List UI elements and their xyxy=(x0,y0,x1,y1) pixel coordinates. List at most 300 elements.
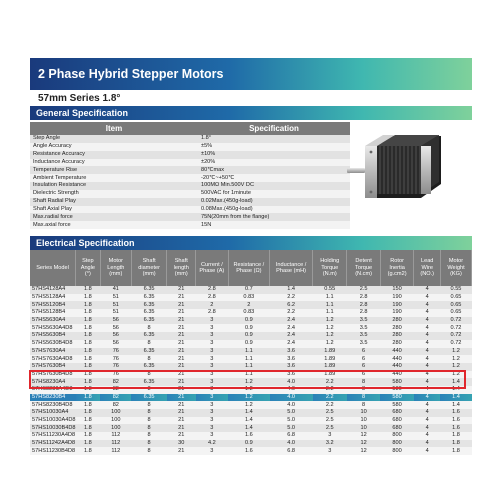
spec-value-cell: 1.8 xyxy=(76,332,101,340)
electrical-spec-head-row xyxy=(30,250,472,286)
general-spec-item: Resistance Accuracy xyxy=(30,151,198,159)
electrical-col-header: Rotor Inertia (g.cm2) xyxy=(380,250,414,286)
spec-value-cell: 0.72 xyxy=(440,340,471,348)
spec-value-cell: 8 xyxy=(131,401,166,409)
spec-value-cell: 100 xyxy=(100,424,131,432)
spec-value-cell: 4 xyxy=(414,401,441,409)
spec-value-cell: 8 xyxy=(131,355,166,363)
spec-value-cell: 440 xyxy=(380,355,414,363)
electrical-spec-header xyxy=(30,236,472,250)
spec-value-cell: 1.2 xyxy=(440,348,471,356)
spec-value-cell: 6.35 xyxy=(131,363,166,371)
spec-value-cell: 3 xyxy=(196,363,228,371)
spec-value-cell: 0.65 xyxy=(440,294,471,302)
spec-value-cell: 2.2 xyxy=(313,378,347,386)
spec-value-cell: 1.8 xyxy=(76,432,101,440)
spec-value-cell: 1.4 xyxy=(228,417,270,425)
general-spec-item: Shaft Radial Play xyxy=(30,198,198,206)
spec-value-cell: 8 xyxy=(131,371,166,379)
electrical-spec-row xyxy=(30,340,472,348)
general-spec-item: Step Angle xyxy=(30,135,198,143)
spec-value-cell: 4 xyxy=(414,301,441,309)
general-spec-row xyxy=(30,159,350,167)
spec-value-cell: 56 xyxy=(100,324,131,332)
spec-value-cell: 21 xyxy=(167,424,196,432)
spec-value-cell: 3.6 xyxy=(270,371,313,379)
electrical-spec-body xyxy=(30,286,472,455)
spec-value-cell: 0.65 xyxy=(440,309,471,317)
spec-value-cell: 21 xyxy=(167,309,196,317)
electrical-spec-row xyxy=(30,432,472,440)
spec-value-cell: 21 xyxy=(167,363,196,371)
model-name-cell: 57HS4128A4 xyxy=(30,286,76,294)
spec-value-cell: 440 xyxy=(380,371,414,379)
spec-value-cell: 3.5 xyxy=(347,340,380,348)
spec-value-cell: 0.72 xyxy=(440,324,471,332)
spec-value-cell: 21 xyxy=(167,417,196,425)
general-spec-item: Max.radial force xyxy=(30,213,198,221)
spec-value-cell: 4 xyxy=(414,409,441,417)
spec-value-cell: 580 xyxy=(380,378,414,386)
spec-value-cell: 0.9 xyxy=(228,317,270,325)
spec-value-cell: 1.2 xyxy=(440,363,471,371)
spec-value-cell: 100 xyxy=(100,417,131,425)
spec-value-cell: 1.1 xyxy=(313,309,347,317)
spec-value-cell: 5.0 xyxy=(270,424,313,432)
spec-value-cell: 1.8 xyxy=(76,378,101,386)
general-spec-item: Max.axial force xyxy=(30,221,198,229)
general-spec-value: 500VAC for 1minute xyxy=(198,190,350,198)
electrical-col-header: Inductance / Phase (mH) xyxy=(270,250,313,286)
spec-value-cell: 112 xyxy=(100,447,131,455)
spec-value-cell: 580 xyxy=(380,386,414,394)
spec-value-cell: 1.8 xyxy=(76,424,101,432)
spec-value-cell: 2.5 xyxy=(313,424,347,432)
spec-value-cell: 280 xyxy=(380,332,414,340)
spec-value-cell: 2.4 xyxy=(270,340,313,348)
general-spec-item: Temperature Rise xyxy=(30,166,198,174)
spec-value-cell: 4.0 xyxy=(270,440,313,448)
spec-value-cell: 1.8 xyxy=(76,386,101,394)
electrical-spec-title: Electrical Specification xyxy=(36,238,135,248)
general-spec-row xyxy=(30,174,350,182)
spec-value-cell: 3 xyxy=(196,386,228,394)
spec-value-cell: 280 xyxy=(380,340,414,348)
spec-value-cell: 21 xyxy=(167,355,196,363)
spec-value-cell: 2.2 xyxy=(270,309,313,317)
model-name-cell: 57HS8230B4 xyxy=(30,394,76,402)
electrical-col-header: Detent Torque (N.cm) xyxy=(347,250,380,286)
spec-value-cell: 3.5 xyxy=(347,324,380,332)
electrical-col-header: Resistance / Phase (Ω) xyxy=(228,250,270,286)
spec-value-cell: 3 xyxy=(313,447,347,455)
spec-value-cell: 4.0 xyxy=(270,386,313,394)
spec-value-cell: 1.6 xyxy=(440,424,471,432)
spec-value-cell: 21 xyxy=(167,409,196,417)
spec-value-cell: 112 xyxy=(100,432,131,440)
spec-value-cell: 680 xyxy=(380,417,414,425)
spec-value-cell: 8 xyxy=(347,386,380,394)
spec-value-cell: 1.89 xyxy=(313,348,347,356)
general-spec-item: Ambient Temperature xyxy=(30,174,198,182)
spec-value-cell: 2.4 xyxy=(270,324,313,332)
model-name-cell: 57HS7630B4 xyxy=(30,363,76,371)
electrical-spec-row xyxy=(30,378,472,386)
spec-value-cell: 4 xyxy=(414,332,441,340)
spec-value-cell: 440 xyxy=(380,348,414,356)
spec-value-cell: 8 xyxy=(131,447,166,455)
general-spec-item: Inductance Accuracy xyxy=(30,159,198,167)
spec-value-cell: 8 xyxy=(347,394,380,402)
spec-value-cell: 21 xyxy=(167,332,196,340)
spec-value-cell: 4 xyxy=(414,417,441,425)
spec-value-cell: 4 xyxy=(414,386,441,394)
page-title: 2 Phase Hybrid Stepper Motors xyxy=(38,67,224,81)
spec-value-cell: 2 xyxy=(228,301,270,309)
spec-value-cell: 56 xyxy=(100,332,131,340)
spec-value-cell: 3 xyxy=(196,324,228,332)
spec-value-cell: 800 xyxy=(380,440,414,448)
spec-value-cell: 3 xyxy=(313,432,347,440)
general-col-spec: Specification xyxy=(198,122,350,135)
spec-value-cell: 10 xyxy=(347,417,380,425)
spec-value-cell: 1.1 xyxy=(313,294,347,302)
spec-value-cell: 0.83 xyxy=(228,309,270,317)
spec-value-cell: 1.4 xyxy=(228,424,270,432)
electrical-spec-row xyxy=(30,332,472,340)
spec-value-cell: 1.6 xyxy=(228,447,270,455)
electrical-spec-row xyxy=(30,363,472,371)
spec-value-cell: 3 xyxy=(196,348,228,356)
spec-value-cell: 82 xyxy=(100,378,131,386)
spec-value-cell: 1.89 xyxy=(313,355,347,363)
spec-value-cell: 190 xyxy=(380,294,414,302)
spec-value-cell: 6.35 xyxy=(131,309,166,317)
spec-value-cell: 76 xyxy=(100,363,131,371)
spec-value-cell: 1.8 xyxy=(76,301,101,309)
spec-value-cell: 280 xyxy=(380,324,414,332)
spec-value-cell: 21 xyxy=(167,340,196,348)
spec-value-cell: 76 xyxy=(100,355,131,363)
spec-value-cell: 51 xyxy=(100,294,131,302)
spec-value-cell: 1.8 xyxy=(76,340,101,348)
spec-value-cell: 82 xyxy=(100,394,131,402)
spec-value-cell: 1.8 xyxy=(76,317,101,325)
spec-value-cell: 1.6 xyxy=(440,417,471,425)
stepper-motor-icon xyxy=(343,126,453,216)
spec-value-cell: 3 xyxy=(196,432,228,440)
general-spec-row xyxy=(30,213,350,221)
electrical-col-header: Current / Phase (A) xyxy=(196,250,228,286)
spec-value-cell: 4 xyxy=(414,378,441,386)
spec-value-cell: 21 xyxy=(167,301,196,309)
spec-value-cell: 1.4 xyxy=(270,286,313,294)
spec-value-cell: 6.35 xyxy=(131,332,166,340)
spec-value-cell: 6.35 xyxy=(131,348,166,356)
spec-value-cell: 1.8 xyxy=(440,447,471,455)
electrical-spec-row xyxy=(30,348,472,356)
general-spec-row xyxy=(30,198,350,206)
model-name-cell: 57HS5120B4 xyxy=(30,301,76,309)
spec-value-cell: 2.2 xyxy=(313,386,347,394)
spec-value-cell: 4 xyxy=(414,294,441,302)
spec-value-cell: 21 xyxy=(167,348,196,356)
spec-value-cell: 100 xyxy=(100,409,131,417)
spec-value-cell: 6 xyxy=(347,355,380,363)
spec-value-cell: 1.89 xyxy=(313,371,347,379)
spec-value-cell: 800 xyxy=(380,447,414,455)
spec-value-cell: 4 xyxy=(414,355,441,363)
spec-value-cell: 21 xyxy=(167,371,196,379)
spec-value-cell: 1.8 xyxy=(440,432,471,440)
spec-value-cell: 21 xyxy=(167,378,196,386)
spec-value-cell: 3.6 xyxy=(270,348,313,356)
spec-value-cell: 6.35 xyxy=(131,301,166,309)
spec-value-cell: 1.1 xyxy=(228,348,270,356)
spec-value-cell: 3 xyxy=(196,317,228,325)
spec-value-cell: 1.8 xyxy=(76,440,101,448)
spec-value-cell: 21 xyxy=(167,324,196,332)
spec-value-cell: 6.35 xyxy=(131,294,166,302)
model-name-cell: 57HS8230A4D8 xyxy=(30,386,76,394)
spec-value-cell: 1.8 xyxy=(76,348,101,356)
spec-value-cell: 1.2 xyxy=(228,378,270,386)
spec-value-cell: 1.8 xyxy=(76,355,101,363)
spec-value-cell: 4 xyxy=(414,309,441,317)
spec-value-cell: 4 xyxy=(414,286,441,294)
spec-value-cell: 1.8 xyxy=(76,309,101,317)
spec-value-cell: 580 xyxy=(380,401,414,409)
spec-value-cell: 82 xyxy=(100,386,131,394)
spec-value-cell: 8 xyxy=(131,440,166,448)
spec-value-cell: 30 xyxy=(167,440,196,448)
spec-value-cell: 21 xyxy=(167,447,196,455)
general-spec-value: -20℃~+50℃ xyxy=(198,174,350,182)
electrical-spec-row xyxy=(30,317,472,325)
spec-value-cell: 6.35 xyxy=(131,394,166,402)
spec-value-cell: 4 xyxy=(414,317,441,325)
spec-value-cell: 5.0 xyxy=(270,417,313,425)
spec-value-cell: 2.5 xyxy=(313,417,347,425)
spec-value-cell: 21 xyxy=(167,401,196,409)
general-spec-value: 0.08Max.(450g-load) xyxy=(198,206,350,214)
spec-value-cell: 1.1 xyxy=(313,301,347,309)
model-name-cell: 57HS11230B4D8 xyxy=(32,447,76,454)
spec-value-cell: 1.2 xyxy=(313,324,347,332)
electrical-col-header: Step Angle (°) xyxy=(76,250,101,286)
model-name-cell: 57HS10030B4D8 xyxy=(32,424,76,431)
general-spec-header xyxy=(30,106,472,120)
spec-value-cell: 3 xyxy=(196,394,228,402)
electrical-spec-row xyxy=(30,324,472,332)
spec-value-cell: 1.8 xyxy=(76,363,101,371)
spec-value-cell: 76 xyxy=(100,371,131,379)
spec-value-cell: 0.72 xyxy=(440,317,471,325)
general-spec-head-row xyxy=(30,122,350,135)
spec-value-cell: 8 xyxy=(347,378,380,386)
spec-value-cell: 2.2 xyxy=(313,401,347,409)
model-name-cell: 57HS5630B4D8 xyxy=(30,340,76,348)
spec-value-cell: 0.65 xyxy=(440,301,471,309)
general-spec-value: 75N(20mm from the flange) xyxy=(198,213,350,221)
spec-value-cell: 3 xyxy=(196,371,228,379)
spec-value-cell: 21 xyxy=(167,386,196,394)
electrical-spec-row xyxy=(30,447,472,455)
spec-value-cell: 8 xyxy=(131,432,166,440)
electrical-spec-row xyxy=(30,440,472,448)
model-name-cell: 57HS10030A4 xyxy=(30,409,76,417)
spec-value-cell: 112 xyxy=(100,440,131,448)
spec-value-cell: 1.8 xyxy=(76,324,101,332)
general-spec-value: 1.8° xyxy=(198,135,350,143)
general-spec-value: 15N xyxy=(198,221,350,229)
page-title-banner xyxy=(30,58,472,90)
spec-value-cell: 6.35 xyxy=(131,286,166,294)
spec-value-cell: 21 xyxy=(167,432,196,440)
spec-value-cell: 51 xyxy=(100,301,131,309)
spec-value-cell: 6 xyxy=(347,371,380,379)
spec-value-cell: 1.8 xyxy=(440,440,471,448)
spec-value-cell: 3 xyxy=(196,401,228,409)
general-spec-body xyxy=(30,135,350,229)
spec-value-cell: 8 xyxy=(131,324,166,332)
spec-value-cell: 1.2 xyxy=(313,340,347,348)
spec-value-cell: 4 xyxy=(414,324,441,332)
spec-value-cell: 3.5 xyxy=(347,317,380,325)
spec-value-cell: 4 xyxy=(414,424,441,432)
model-name-cell: 57HS7630A4 xyxy=(30,348,76,356)
spec-value-cell: 4 xyxy=(414,440,441,448)
spec-value-cell: 1.4 xyxy=(440,378,471,386)
spec-value-cell: 0.72 xyxy=(440,332,471,340)
spec-value-cell: 8 xyxy=(347,401,380,409)
spec-value-cell: 1.6 xyxy=(440,409,471,417)
general-spec-value: 0.02Max.(450g-load) xyxy=(198,198,350,206)
general-spec-row xyxy=(30,151,350,159)
spec-value-cell: 1.2 xyxy=(313,332,347,340)
spec-value-cell: 3 xyxy=(196,332,228,340)
spec-value-cell: 0.9 xyxy=(228,440,270,448)
spec-value-cell: 0.9 xyxy=(228,340,270,348)
spec-value-cell: 1.8 xyxy=(76,394,101,402)
spec-value-cell: 1.4 xyxy=(440,401,471,409)
spec-value-cell: 56 xyxy=(100,317,131,325)
spec-value-cell: 6.2 xyxy=(270,301,313,309)
general-spec-value: 80℃max xyxy=(198,166,350,174)
spec-value-cell: 8 xyxy=(131,424,166,432)
spec-value-cell: 1.8 xyxy=(76,401,101,409)
model-name-cell: 57HS5630A4D8 xyxy=(30,324,76,332)
model-name-cell: 57HS7630A4D8 xyxy=(30,355,76,363)
electrical-spec-row xyxy=(30,294,472,302)
spec-value-cell: 1.4 xyxy=(440,394,471,402)
spec-value-cell: 56 xyxy=(100,340,131,348)
spec-value-cell: 0.55 xyxy=(313,286,347,294)
spec-value-cell: 2.5 xyxy=(313,409,347,417)
spec-value-cell: 21 xyxy=(167,317,196,325)
model-name-cell: 57HS5630B4 xyxy=(30,332,76,340)
spec-value-cell: 1.8 xyxy=(76,447,101,455)
general-spec-item: Dielectric Strength xyxy=(30,190,198,198)
spec-value-cell: 680 xyxy=(380,409,414,417)
spec-value-cell: 12 xyxy=(347,432,380,440)
spec-value-cell: 1.2 xyxy=(228,394,270,402)
spec-value-cell: 41 xyxy=(100,286,131,294)
electrical-spec-table xyxy=(30,250,472,455)
spec-value-cell: 1.2 xyxy=(440,355,471,363)
spec-value-cell: 6.35 xyxy=(131,317,166,325)
spec-value-cell: 4 xyxy=(414,447,441,455)
general-spec-row xyxy=(30,135,350,143)
spec-value-cell: 1.8 xyxy=(76,417,101,425)
spec-value-cell: 6.35 xyxy=(131,378,166,386)
general-spec-row xyxy=(30,143,350,151)
spec-value-cell: 8 xyxy=(131,340,166,348)
spec-value-cell: 1.6 xyxy=(228,432,270,440)
electrical-col-header: Motor Length (mm) xyxy=(100,250,131,286)
spec-value-cell: 280 xyxy=(380,317,414,325)
spec-value-cell: 0.7 xyxy=(228,286,270,294)
spec-value-cell: 76 xyxy=(100,348,131,356)
spec-value-cell: 4 xyxy=(414,348,441,356)
spec-value-cell: 6 xyxy=(347,363,380,371)
general-spec-row xyxy=(30,182,350,190)
electrical-spec-row xyxy=(30,309,472,317)
general-spec-title: General Specification xyxy=(36,108,129,118)
model-name-cell: 57HS11242A4D8 xyxy=(32,440,76,447)
spec-value-cell: 150 xyxy=(380,286,414,294)
spec-value-cell: 4.2 xyxy=(196,440,228,448)
general-spec-value: ±20% xyxy=(198,159,350,167)
spec-value-cell: 3.6 xyxy=(270,355,313,363)
electrical-spec-row xyxy=(30,301,472,309)
spec-value-cell: 1.1 xyxy=(228,355,270,363)
spec-value-cell: 4 xyxy=(414,363,441,371)
spec-value-cell: 6.8 xyxy=(270,447,313,455)
electrical-spec-row xyxy=(30,424,472,432)
spec-value-cell: 4 xyxy=(414,394,441,402)
spec-value-cell: 1.4 xyxy=(228,409,270,417)
model-name-cell: 57HS5128B4 xyxy=(30,309,76,317)
general-spec-value: ±5% xyxy=(198,143,350,151)
spec-value-cell: 2.2 xyxy=(313,394,347,402)
spec-value-cell: 2.8 xyxy=(347,294,380,302)
spec-value-cell: 2.8 xyxy=(347,309,380,317)
electrical-col-header: Motor Weight (KG) xyxy=(440,250,471,286)
spec-value-cell: 4 xyxy=(414,340,441,348)
electrical-spec-row xyxy=(30,386,472,394)
spec-value-cell: 3.5 xyxy=(347,332,380,340)
spec-value-cell: 0.9 xyxy=(228,324,270,332)
spec-value-cell: 12 xyxy=(347,447,380,455)
spec-value-cell: 3 xyxy=(196,409,228,417)
spec-value-cell: 3.6 xyxy=(270,363,313,371)
series-title: 57mm Series 1.8° xyxy=(38,93,121,104)
model-name-cell: 57HS5630A4 xyxy=(30,317,76,325)
spec-value-cell: 800 xyxy=(380,432,414,440)
spec-value-cell: 3 xyxy=(196,340,228,348)
spec-value-cell: 3 xyxy=(196,447,228,455)
highlighted-model-row xyxy=(30,394,472,402)
spec-value-cell: 1.4 xyxy=(440,386,471,394)
spec-value-cell: 190 xyxy=(380,309,414,317)
spec-value-cell: 82 xyxy=(100,401,131,409)
spec-value-cell: 51 xyxy=(100,309,131,317)
spec-value-cell: 680 xyxy=(380,424,414,432)
spec-value-cell: 1.8 xyxy=(76,294,101,302)
spec-value-cell: 1.2 xyxy=(313,317,347,325)
general-spec-row xyxy=(30,190,350,198)
